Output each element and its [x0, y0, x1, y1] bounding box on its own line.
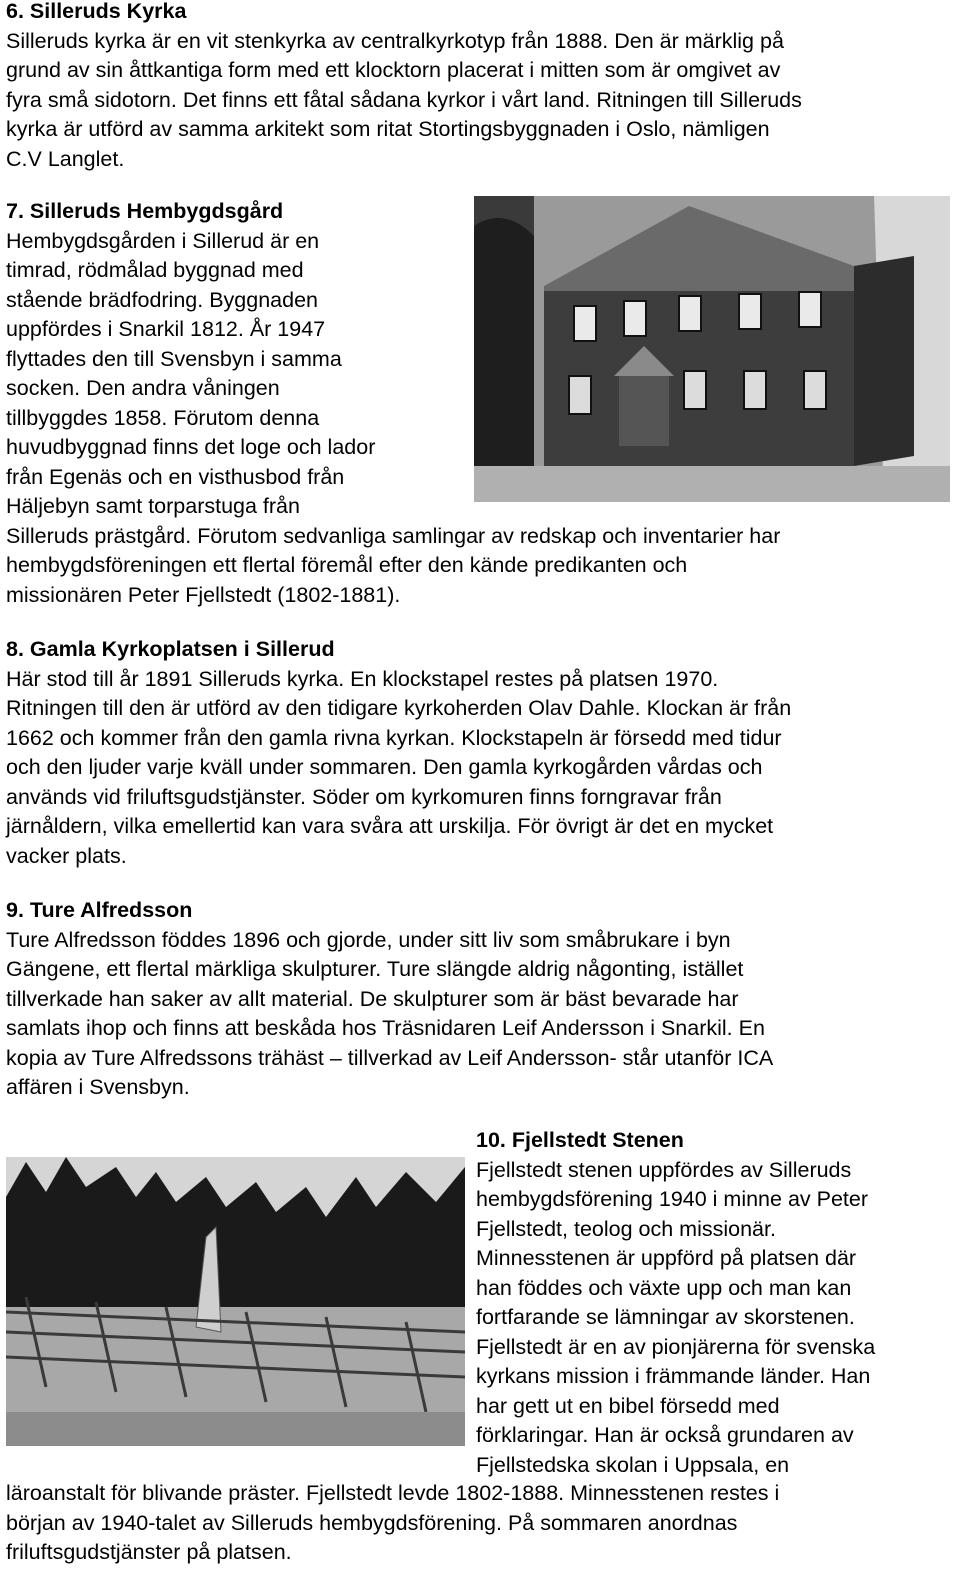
section-9 — [6, 896, 773, 1103]
section-6 — [6, 0, 802, 174]
section-7-line: Hembygdsgården i Sillerud är en — [6, 228, 320, 253]
section-10-line: Fjellstedt, teolog och missionär. — [476, 1216, 776, 1241]
section-10-tail — [6, 1479, 779, 1568]
section-10-line: Fjellstedt är en av pionjärerna för svenska — [476, 1334, 876, 1359]
section-7-line: missionären Peter Fjellstedt (1802-1881). — [6, 582, 401, 607]
section-10-line: har gett ut en bibel försedd med — [476, 1393, 780, 1418]
section-7-heading: 7. Silleruds Hembygdsgård — [6, 199, 284, 223]
section-6-line: fyra små sidotorn. Det finns ett fåtal sådana kyrkor i vårt land. Ritningen till Silleruds — [6, 87, 802, 112]
section-7-line: socken. Den andra våningen — [6, 376, 280, 400]
section-9-line: tillverkade han saker av allt material. De skulpturer som är bäst bevarade har — [6, 986, 739, 1011]
section-8 — [6, 635, 791, 871]
section-10-heading: 10. Fjellstedt Stenen — [476, 1128, 684, 1152]
section-10-line: början av 1940-talet av Silleruds hembygdsförening. På sommaren anordnas — [6, 1510, 738, 1535]
section-6-line: C.V Langlet. — [6, 146, 125, 171]
fjellstedt-stone-photo — [6, 1157, 465, 1446]
section-7-line: stående brädfodring. Byggnaden — [6, 287, 318, 312]
section-7-line: timrad, rödmålad byggnad med — [6, 258, 304, 282]
section-8-line: vacker plats. — [6, 843, 127, 868]
section-10-line: kyrkans mission i främmande länder. Han — [476, 1364, 871, 1388]
section-7-line: från Egenäs och en visthusbod från — [6, 464, 345, 489]
section-6-heading: 6. Silleruds Kyrka — [6, 0, 187, 23]
section-10-line: fortfarande se lämningar av skorstenen. — [476, 1305, 855, 1329]
section-10-line: hembygdsförening 1940 i minne av Peter — [476, 1187, 869, 1211]
section-9-line: kopia av Ture Alfredssons trähäst – tillverkad av Leif Andersson- står utanför ICA — [6, 1045, 774, 1070]
section-8-heading: 8. Gamla Kyrkoplatsen i Sillerud — [6, 637, 335, 661]
section-6-line: Silleruds kyrka är en vit stenkyrka av centralkyrkotyp från 1888. Den är märklig på — [6, 28, 784, 53]
section-10-line: Fjellstedska skolan i Uppsala, en — [476, 1452, 790, 1477]
section-7-line: Häljebyn samt torparstuga från — [6, 494, 300, 518]
section-7-line: uppfördes i Snarkil 1812. År 1947 — [6, 317, 326, 341]
section-9-line: Gängene, ett flertal märkliga skulpturer. Ture slängde aldrig någonting, istället — [6, 957, 744, 981]
section-10-line: förklaringar. Han är också grundaren av — [476, 1423, 854, 1447]
section-8-line: och den ljuder varje kväll under sommaren. Den gamla kyrkogården vårdas och — [6, 755, 763, 779]
section-6-line: grund av sin åttkantiga form med ett klocktorn placerat i mitten som är omgivet av — [6, 58, 781, 82]
section-8-line: 1662 och kommer från den gamla rivna kyrkan. Klockstapeln är försedd med tidur — [6, 725, 782, 750]
section-9-heading: 9. Ture Alfredsson — [6, 898, 193, 922]
section-6-line: kyrka är utförd av samma arkitekt som ritat Stortingsbyggnaden i Oslo, nämligen — [6, 117, 770, 141]
section-8-line: används vid friluftsgudstjänster. Söder om kyrkomuren finns forngravar från — [6, 784, 722, 809]
section-7-line: tillbyggdes 1858. Förutom denna — [6, 405, 320, 430]
section-7-line: huvudbyggnad finns det loge och lador — [6, 435, 376, 459]
section-10 — [476, 1126, 875, 1480]
section-8-line: järnåldern, vilka emellertid kan vara svåra att urskilja. För övrigt är det en mycket — [6, 814, 774, 838]
section-9-line: samlats ihop och finns att beskåda hos Träsnidaren Leif Andersson i Snarkil. En — [6, 1016, 765, 1040]
section-10-line: han föddes och växte upp och man kan — [476, 1275, 852, 1300]
section-10-line: friluftsgudstjänster på platsen. — [6, 1540, 292, 1564]
section-10-line: Fjellstedt stenen uppfördes av Silleruds — [476, 1157, 852, 1182]
section-9-line: affären i Svensbyn. — [6, 1075, 190, 1099]
section-10-line: läroanstalt för blivande präster. Fjellstedt levde 1802-1888. Minnesstenen restes i — [6, 1481, 780, 1505]
section-7-line: flyttades den till Svensbyn i samma — [6, 346, 342, 371]
section-7-line: hembygdsföreningen ett flertal föremål efter den kände predikanten och — [6, 553, 688, 577]
section-10-line: Minnesstenen är uppförd på platsen där — [476, 1246, 857, 1270]
hembygdsgard-photo — [474, 196, 950, 502]
section-7-line: Silleruds prästgård. Förutom sedvanliga samlingar av redskap och inventarier har — [6, 523, 781, 548]
section-8-line: Här stod till år 1891 Silleruds kyrka. En klockstapel restes på platsen 1970. — [6, 666, 719, 691]
section-9-line: Ture Alfredsson föddes 1896 och gjorde, under sitt liv som småbrukare i byn — [6, 927, 731, 952]
section-8-line: Ritningen till den är utförd av den tidigare kyrkoherden Olav Dahle. Klockan är från — [6, 696, 792, 720]
